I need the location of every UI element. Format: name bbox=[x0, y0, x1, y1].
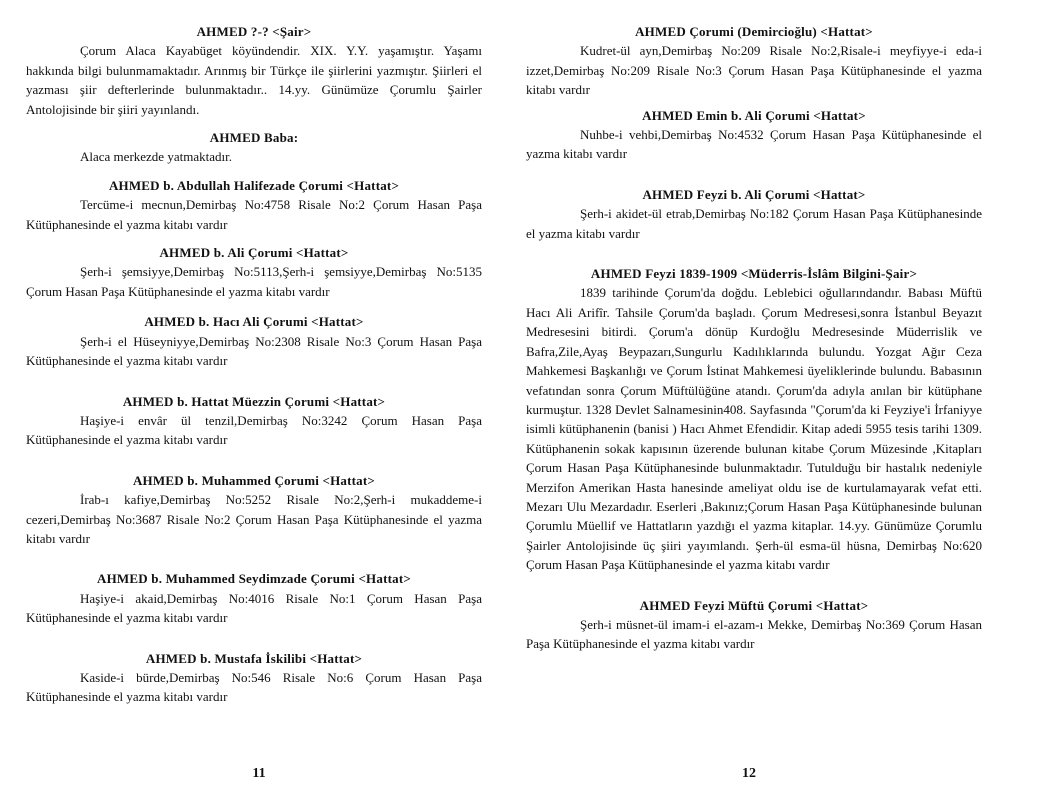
entry-text: Alaca merkezde yatmaktadır. bbox=[80, 149, 232, 165]
entry bbox=[526, 106, 982, 164]
entry-text: Nuhbe-i vehbi,Demirbaş No:4532 Çorum Hasan Paşa Kütüphanesinde el yazma kitabı vardır bbox=[526, 127, 982, 162]
right-page-column bbox=[526, 22, 982, 654]
entry-heading: AHMED b. Muhammed Çorumi <Hattat> bbox=[132, 472, 376, 488]
entry-heading: AHMED b. Ali Çorumi <Hattat> bbox=[159, 245, 349, 261]
entry-text: Haşiye-i akaid,Demirbaş No:4016 Risale No:1 Çorum Hasan Paşa Kütüphanesinde el yazma kitabı vardır bbox=[26, 590, 482, 626]
left-page-column bbox=[26, 22, 482, 707]
entry-heading: AHMED Feyzi b. Ali Çorumi <Hattat> bbox=[642, 186, 866, 202]
entry bbox=[526, 596, 982, 654]
entry-text: Çorum Alaca Kayabüget köyündendir. XIX. Y.Y. yaşamıştır. Yaşamı hakkında bilgi bulunmamaktadır. Arınmış bir Türkçe ile şiirlerini yazmıştır. Şiirleri el yazması şiir defterlerinde bulunmaktadır.. 14.yy. Günümüze Çorumlu Şairler Antolojisinde bir şiiri yayınlandı. bbox=[26, 43, 482, 117]
entry-heading: AHMED Feyzi Müftü Çorumi <Hattat> bbox=[639, 597, 869, 613]
entry bbox=[26, 312, 482, 370]
entry bbox=[26, 649, 482, 707]
entry bbox=[26, 392, 482, 450]
entry-text: Haşiye-i envâr ül tenzil,Demirbaş No:3242 Çorum Hasan Paşa Kütüphanesinde el yazma kitabı vardır bbox=[26, 412, 482, 448]
entry-text: Kaside-i bürde,Demirbaş No:546 Risale No:6 Çorum Hasan Paşa Kütüphanesinde el yazma kitabı vardır bbox=[26, 669, 482, 705]
entry-heading: AHMED b. Hattat Müezzin Çorumi <Hattat> bbox=[122, 393, 386, 409]
page-number-right: 12 bbox=[742, 766, 756, 781]
entry-heading: AHMED Emin b. Ali Çorumi <Hattat> bbox=[642, 107, 866, 123]
entry bbox=[526, 185, 982, 243]
entry-text: Tercüme-i mecnun,Demirbaş No:4758 Risale No:2 Çorum Hasan Paşa Kütüphanesinde el yazma kitabı vardır bbox=[26, 197, 482, 232]
entry bbox=[26, 128, 482, 167]
entry bbox=[526, 22, 982, 100]
entry bbox=[26, 471, 482, 549]
entry bbox=[526, 264, 982, 575]
entry bbox=[26, 176, 482, 234]
entry-heading: AHMED ?-? <Şair> bbox=[196, 24, 312, 39]
entry bbox=[26, 22, 482, 119]
entry-heading: AHMED Çorumi (Demircioğlu) <Hattat> bbox=[635, 24, 873, 39]
entry-heading: AHMED b. Muhammed Seydimzade Çorumi <Hattat> bbox=[97, 571, 411, 587]
entry bbox=[26, 243, 482, 301]
entry-heading: AHMED Baba: bbox=[209, 130, 299, 146]
entry-text: Şerh-i şemsiyye,Demirbaş No:5113,Şerh-i şemsiyye,Demirbaş No:5135 Çorum Hasan Paşa Kütüphanesinde el yazma kitabı vardır bbox=[26, 264, 482, 299]
entry-text: İrab-ı kafiye,Demirbaş No:5252 Risale No:2,Şerh-i mukaddeme-i cezeri,Demirbaş No:3687 Risale No:2 Çorum Hasan Paşa Kütüphanesinde el yazma kitabı vardır bbox=[26, 492, 482, 546]
page-number-left: 11 bbox=[252, 766, 266, 781]
entry-text: Kudret-ül ayn,Demirbaş No:209 Risale No:2,Risale-i meyfiyye-i eda-i izzet,Demirbaş No:209 Risale No:3 Çorum Hasan Paşa Kütüphanesinde el yazma kitabı vardır bbox=[526, 43, 982, 98]
entry-heading: AHMED b. Abdullah Halifezade Çorumi <Hattat> bbox=[108, 177, 400, 193]
entry-text: 1839 tarihinde Çorum'da doğdu. Leblebici oğullarındandır. Babası Müftü Hacı Ali Arifîr. Tahsile Çorum'da başladı. Çorum Medresesi,sonra İstanbul Beyazıt Medresesini bitirdi. Çorum'a dönüp Kurdoğlu Medresesinde Müderrislik ve Bafra,Zile,Ayaş Beypazarı,Sungurlu Kadılıklarında bulundu. Yozgat Ağır Ceza Mahkemesi Başkanlığı ve Çorum İstinat Mahkemesi üyeliklerinde bulundu. Babasının vefatından sonra Çorum Müftülüğüne atandı. Çorum'da adıyla anılan bir kütüphane kurmuştur. 1328 Devlet Salnamesinin408. Sayfasında "Çorum'da ki Feyziye'i İrfaniyye isimli kütüphanenin (banisi ) Hacı Ahmet Efendidir. Kitap adedi 5955 tesis tarihi 1309. Kütüphanenin sokak kapısının üzerende bulunan kitabe Çorum Müzesinde ,Kitapları Çorum Hasan Paşa Kütüphanesinde bulunmaktadır. Tutulduğu bir hastalık nedeniyle Merzifon Amerikan Hasta hanesinde ameliyat oldu ise de kurtulamayarak vefat etti. Mezarı Ulu Mezardadır. Eserleri ,Bakınız;Çorum Hasan Paşa Kütüphanesinde bulunan Çorumlu Müellif ve Hattatların yazdığı el yazma kitaplar. 14.yy. Günümüze Çorumlu Şairler Antolojisinde üç şiiri yayımlandı. Şerh-ül esma-ül hüsna, Demirbaş No:620 Çorum Hasan Paşa Kütüphanesinde el yazma kitabı vardır bbox=[526, 285, 982, 573]
entry bbox=[26, 569, 482, 627]
entry-text: Şerh-i el Hüseyniyye,Demirbaş No:2308 Risale No:3 Çorum Hasan Paşa Kütüphanesinde el yazma kitabı vardır bbox=[26, 333, 482, 369]
entry-heading: AHMED Feyzi 1839-1909 <Müderris-İslâm Bilgini-Şair> bbox=[590, 266, 918, 282]
entry-text: Şerh-i akidet-ül etrab,Demirbaş No:182 Çorum Hasan Paşa Kütüphanesinde el yazma kitabı vardır bbox=[526, 206, 982, 241]
entry-heading: AHMED b. Mustafa İskilibi <Hattat> bbox=[145, 650, 363, 666]
entry-text: Şerh-i müsnet-ül imam-i el-azam-ı Mekke, Demirbaş No:369 Çorum Hasan Paşa Kütüphanesinde el yazma kitabı vardır bbox=[526, 616, 982, 652]
entry-heading: AHMED b. Hacı Ali Çorumi <Hattat> bbox=[144, 314, 364, 330]
